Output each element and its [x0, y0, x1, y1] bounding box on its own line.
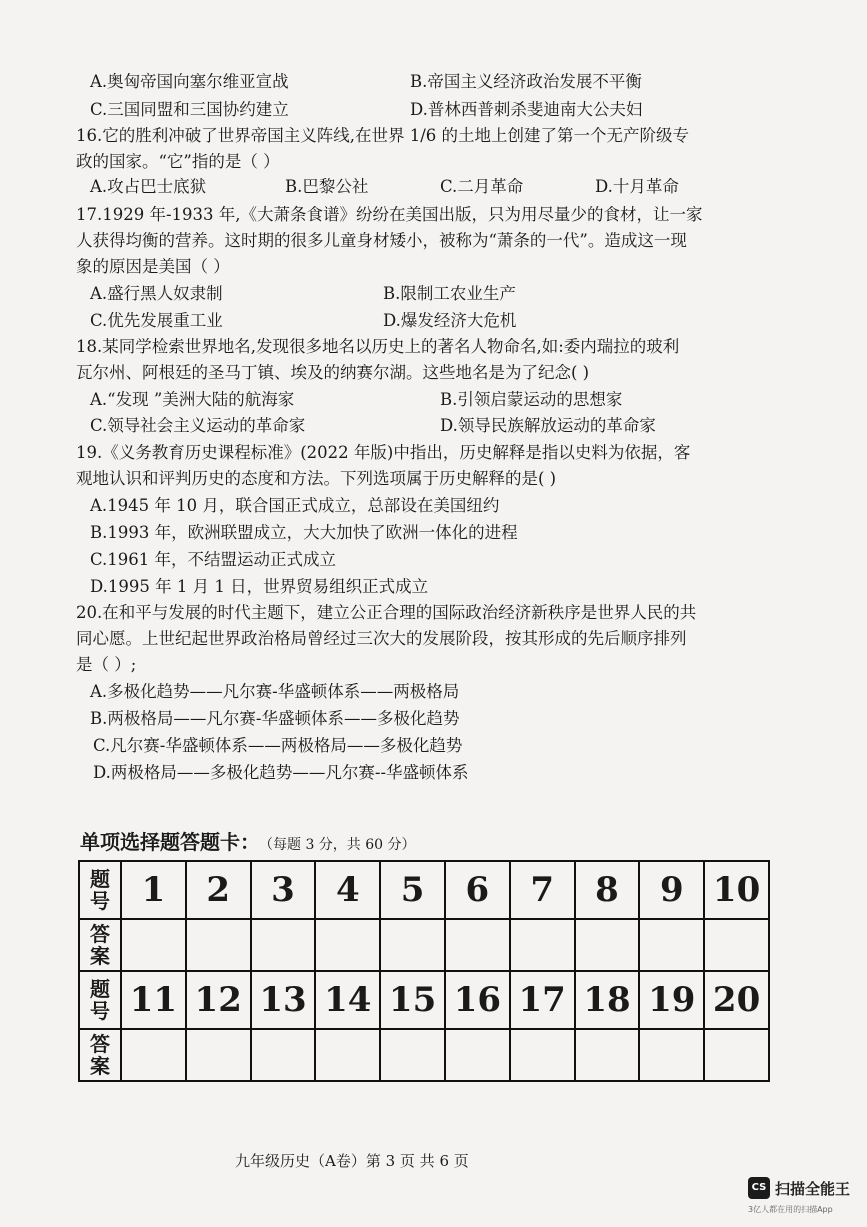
answer-cell-17[interactable]	[510, 1029, 575, 1081]
answer-cell-13[interactable]	[251, 1029, 316, 1081]
q20-stem-line3: 是（ ）;	[76, 655, 137, 674]
q17-option-b: B.限制工农业生产	[383, 284, 516, 303]
question-number-cell: 18	[575, 971, 640, 1029]
question-number-cell: 11	[121, 971, 186, 1029]
answer-cell-18[interactable]	[575, 1029, 640, 1081]
answer-cell-19[interactable]	[639, 1029, 704, 1081]
q16-stem-line1: 16.它的胜利冲破了世界帝国主义阵线,在世界 1/6 的土地上创建了第一个无产阶级专	[76, 126, 690, 145]
q16-option-a: A.攻占巴士底狱	[90, 177, 207, 196]
answer-cell-7[interactable]	[510, 919, 575, 971]
q16-option-c: C.二月革命	[440, 177, 524, 196]
q15-option-d: D.普林西普刺杀斐迪南大公夫妇	[410, 100, 643, 119]
question-number-cell: 3	[251, 861, 316, 919]
question-number-cell: 10	[704, 861, 769, 919]
question-number-cell: 8	[575, 861, 640, 919]
q19-stem-line1: 19.《义务教育历史课程标准》(2022 年版)中指出，历史解释是指以史料为依据，客	[76, 443, 691, 462]
q18-option-a: A.“发现 ”美洲大陆的航海家	[90, 390, 295, 409]
q17-option-a: A.盛行黑人奴隶制	[90, 284, 223, 303]
row-header-question-number: 题 号	[79, 971, 121, 1029]
answer-cell-6[interactable]	[445, 919, 510, 971]
q20-option-b: B.两极格局——凡尔赛-华盛顿体系——多极化趋势	[90, 709, 460, 728]
question-number-cell: 9	[639, 861, 704, 919]
question-number-cell: 4	[315, 861, 380, 919]
question-number-cell: 20	[704, 971, 769, 1029]
q18-stem-line2: 瓦尔州、阿根廷的圣马丁镇、埃及的纳赛尔湖。这些地名是为了纪念( )	[76, 363, 590, 382]
q20-stem-line2: 同心愿。上世纪起世界政治格局曾经过三次大的发展阶段，按其形成的先后顺序排列	[76, 629, 687, 648]
answer-cell-16[interactable]	[445, 1029, 510, 1081]
q15-option-c: C.三国同盟和三国协约建立	[90, 100, 289, 119]
q17-stem-line3: 象的原因是美国（ ）	[76, 257, 230, 276]
row-header-answer: 答 案	[79, 1029, 121, 1081]
answer-cell-4[interactable]	[315, 919, 380, 971]
q19-stem-line2: 观地认识和评判历史的态度和方法。下列选项属于历史解释的是( )	[76, 469, 557, 488]
question-number-cell: 5	[380, 861, 445, 919]
question-number-row-2	[79, 971, 769, 1029]
answer-row-2	[79, 1029, 769, 1081]
q19-option-d: D.1995 年 1 月 1 日，世界贸易组织正式成立	[90, 577, 429, 596]
answer-cell-15[interactable]	[380, 1029, 445, 1081]
question-number-row-1	[79, 861, 769, 919]
answer-card-table	[78, 860, 770, 1082]
scanner-tagline: 3亿人都在用的扫描App	[748, 1205, 833, 1214]
row-header-question-number: 题 号	[79, 861, 121, 919]
scanner-app-name: 扫描全能王	[775, 1180, 851, 1198]
q18-option-d: D.领导民族解放运动的革命家	[440, 416, 656, 435]
q15-option-a: A.奥匈帝国向塞尔维亚宣战	[90, 72, 289, 91]
q18-stem-line1: 18.某同学检索世界地名,发现很多地名以历史上的著名人物命名,如:委内瑞拉的玻利	[76, 337, 680, 356]
q20-option-a: A.多极化趋势——凡尔赛-华盛顿体系——两极格局	[90, 682, 460, 701]
q20-option-c: C.凡尔赛-华盛顿体系——两极格局——多极化趋势	[93, 736, 463, 755]
q16-option-b: B.巴黎公社	[285, 177, 369, 196]
question-number-cell: 2	[186, 861, 251, 919]
answer-cell-20[interactable]	[704, 1029, 769, 1081]
q19-option-a: A.1945 年 10 月，联合国正式成立，总部设在美国纽约	[90, 496, 500, 515]
answer-cell-12[interactable]	[186, 1029, 251, 1081]
question-number-cell: 13	[251, 971, 316, 1029]
question-number-cell: 16	[445, 971, 510, 1029]
answer-cell-8[interactable]	[575, 919, 640, 971]
answer-card-note: （每题 3 分，共 60 分）	[266, 837, 416, 853]
question-number-cell: 12	[186, 971, 251, 1029]
question-number-cell: 7	[510, 861, 575, 919]
answer-cell-5[interactable]	[380, 919, 445, 971]
question-number-cell: 14	[315, 971, 380, 1029]
page-footer: 九年级历史（A卷）第 3 页 共 6 页	[235, 1152, 469, 1170]
camscanner-logo-icon: CS	[748, 1177, 770, 1199]
q16-option-d: D.十月革命	[595, 177, 679, 196]
question-number-cell: 1	[121, 861, 186, 919]
answer-cell-9[interactable]	[639, 919, 704, 971]
answer-cell-11[interactable]	[121, 1029, 186, 1081]
answer-cell-2[interactable]	[186, 919, 251, 971]
question-number-cell: 19	[639, 971, 704, 1029]
answer-cell-14[interactable]	[315, 1029, 380, 1081]
answer-card-title	[80, 826, 416, 855]
answer-cell-1[interactable]	[121, 919, 186, 971]
q18-option-b: B.引领启蒙运动的思想家	[440, 390, 623, 409]
q17-option-d: D.爆发经济大危机	[383, 311, 517, 330]
question-number-cell: 15	[380, 971, 445, 1029]
q16-stem-line2: 政的国家。“它”指的是（ ）	[76, 152, 280, 171]
answer-row-1	[79, 919, 769, 971]
row-header-answer: 答 案	[79, 919, 121, 971]
q18-option-c: C.领导社会主义运动的革命家	[90, 416, 306, 435]
q17-stem-line2: 人获得均衡的营养。这时期的很多儿童身材矮小，被称为“萧条的一代”。造成这一现	[76, 231, 687, 250]
q20-option-d: D.两极格局——多极化趋势——凡尔赛--华盛顿体系	[93, 763, 469, 782]
answer-cell-10[interactable]	[704, 919, 769, 971]
q20-stem-line1: 20.在和平与发展的时代主题下，建立公正合理的国际政治经济新秩序是世界人民的共	[76, 603, 697, 622]
answer-card-title-text: 单项选择题答题卡：	[80, 830, 260, 854]
q17-stem-line1: 17.1929 年-1933 年,《大萧条食谱》纷纷在美国出版，只为用尽量少的食材，让一家	[76, 205, 703, 224]
scanner-watermark	[748, 1177, 858, 1217]
answer-cell-3[interactable]	[251, 919, 316, 971]
q17-option-c: C.优先发展重工业	[90, 311, 223, 330]
q19-option-b: B.1993 年，欧洲联盟成立，大大加快了欧洲一体化的进程	[90, 523, 518, 542]
q19-option-c: C.1961 年，不结盟运动正式成立	[90, 550, 337, 569]
q15-option-b: B.帝国主义经济政治发展不平衡	[410, 72, 642, 91]
question-number-cell: 17	[510, 971, 575, 1029]
question-number-cell: 6	[445, 861, 510, 919]
